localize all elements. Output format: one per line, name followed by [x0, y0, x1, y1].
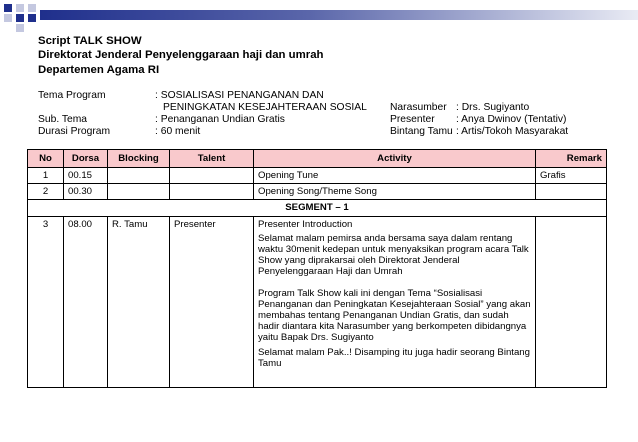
cell-activity — [254, 216, 536, 387]
table-row — [28, 216, 607, 387]
decor-square — [28, 14, 36, 22]
header-gradient-band — [40, 10, 638, 20]
document-subtitle-ministry: Departemen Agama RI — [38, 63, 160, 76]
cell-activity: Opening Tune — [254, 168, 536, 184]
decor-square — [28, 4, 36, 12]
bintang-tamu-label: Bintang Tamu — [390, 126, 453, 137]
presenter-value: : Anya Dwinov (Tentativ) — [456, 114, 567, 125]
cell-no: 2 — [28, 184, 64, 200]
durasi-value: : 60 menit — [155, 126, 201, 137]
tema-value-2: PENINGKATAN KESEJAHTERAAN SOSIAL — [163, 102, 367, 113]
cell-no: 1 — [28, 168, 64, 184]
bintang-tamu-value: : Artis/Tokoh Masyarakat — [456, 126, 569, 137]
cell-remark — [536, 184, 607, 200]
cell-remark — [536, 216, 607, 387]
activity-paragraph: Selamat malam Pak..! Disamping itu juga hadir seorang Bintang Tamu — [258, 346, 530, 369]
cell-blocking — [108, 184, 170, 200]
cell-activity: Opening Song/Theme Song — [254, 184, 536, 200]
column-header-talent: Talent — [170, 150, 254, 168]
column-header-no: No — [28, 150, 64, 168]
presenter-label: Presenter — [390, 114, 435, 125]
activity-title: Presenter Introduction — [258, 218, 353, 230]
subtema-value: : Penanganan Undian Gratis — [155, 114, 285, 125]
cell-dorsa: 00.30 — [64, 184, 108, 200]
column-header-activity: Activity — [254, 150, 536, 168]
cell-talent — [170, 168, 254, 184]
cell-dorsa: 00.15 — [64, 168, 108, 184]
activity-paragraph: Selamat malam pemirsa anda bersama saya dalam rentang waktu 30menit kedepan untuk menyaksikan program acara Talk Show yang diprakarsai oleh Direktorat Jenderal Penyelenggaraan Haji dan Umrah — [258, 232, 529, 278]
cell-blocking — [108, 168, 170, 184]
activity-paragraph: Program Talk Show kali ini dengan Tema “Sosialisasi Penanganan dan Peningkatan Kesejahteraan Sosial” yang akan membahas tentang Penanganan Undian Gratis, dan sudah hadir diantara kita Narasumber yang berkompeten dibidangnya yaitu Bapak Drs. Sugiyanto — [258, 287, 531, 344]
table-row — [28, 184, 607, 200]
table-row — [28, 168, 607, 184]
decor-square — [4, 14, 12, 22]
cell-blocking: R. Tamu — [108, 216, 170, 387]
column-header-blocking: Blocking — [108, 150, 170, 168]
script-table — [27, 149, 607, 388]
decor-square — [16, 24, 24, 32]
subtema-label: Sub. Tema — [38, 114, 88, 125]
tema-value-1: : SOSIALISASI PENANGANAN DAN — [155, 90, 324, 101]
decor-square — [16, 4, 24, 12]
cell-talent — [170, 184, 254, 200]
durasi-label: Durasi Program — [38, 126, 111, 137]
tema-label: Tema Program — [38, 90, 106, 101]
column-header-remark: Remark — [536, 150, 607, 168]
column-header-dorsa: Dorsa — [64, 150, 108, 168]
table-header-row — [28, 150, 607, 168]
cell-talent: Presenter — [170, 216, 254, 387]
narasumber-value: : Drs. Sugiyanto — [456, 102, 530, 113]
document-title: Script TALK SHOW — [38, 35, 142, 47]
cell-dorsa: 08.00 — [64, 216, 108, 387]
cell-no: 3 — [28, 216, 64, 387]
decor-square — [4, 4, 12, 12]
decor-square — [16, 14, 24, 22]
document-subtitle-directorate: Direktorat Jenderal Penyelenggaraan haji dan umrah — [38, 49, 324, 62]
cell-remark: Grafis — [536, 168, 607, 184]
narasumber-label: Narasumber — [390, 102, 447, 113]
segment-label: SEGMENT – 1 — [28, 200, 607, 216]
segment-row — [28, 200, 607, 216]
document-title-block — [38, 34, 598, 77]
